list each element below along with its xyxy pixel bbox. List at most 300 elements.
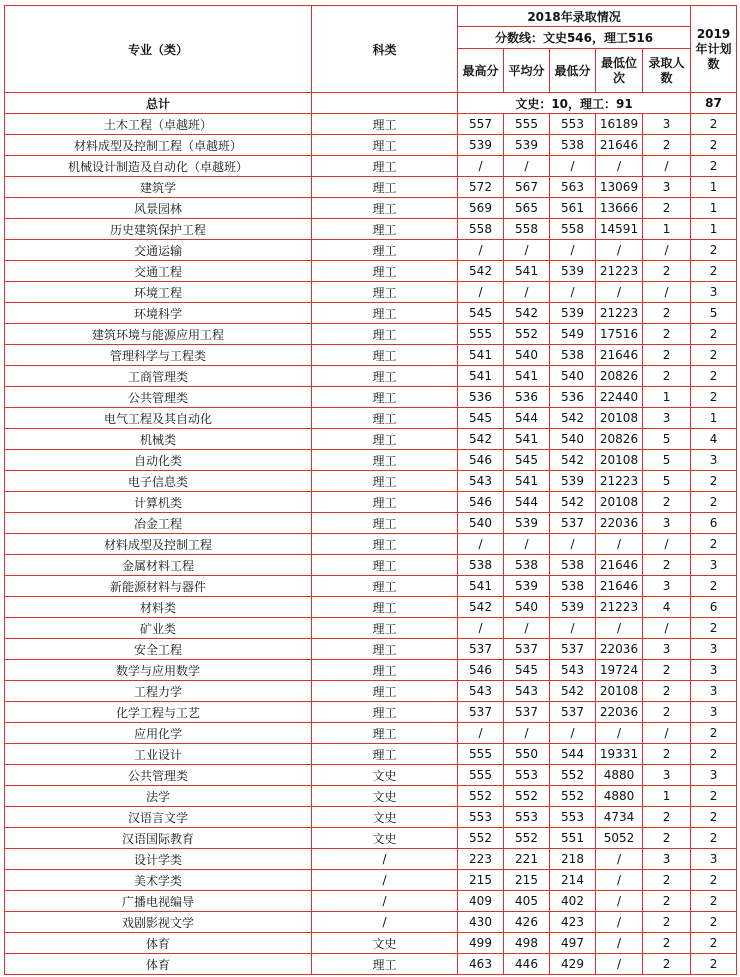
cell-min-rank: 13069 — [596, 177, 643, 198]
cell-2019-plan: 3 — [691, 702, 737, 723]
cell-min-rank: 20826 — [596, 366, 643, 387]
cell-2019-plan: 3 — [691, 765, 737, 786]
cell-category: 理工 — [312, 303, 458, 324]
cell-major: 土木工程（卓越班） — [5, 114, 312, 135]
cell-2019-plan: 2 — [691, 387, 737, 408]
cell-min-score: / — [550, 534, 596, 555]
cell-major: 管理科学与工程类 — [5, 345, 312, 366]
header-avg-score: 平均分 — [504, 49, 550, 93]
cell-avg-score: 426 — [504, 912, 550, 933]
cell-category: 理工 — [312, 744, 458, 765]
cell-min-rank: / — [596, 870, 643, 891]
cell-max-score: 542 — [458, 429, 504, 450]
cell-major: 机械设计制造及自动化（卓越班） — [5, 156, 312, 177]
cell-min-score: 553 — [550, 114, 596, 135]
cell-category: 理工 — [312, 954, 458, 975]
table-row — [5, 387, 737, 408]
cell-2019-plan: 2 — [691, 366, 737, 387]
cell-2019-plan: 3 — [691, 639, 737, 660]
cell-admitted-count: 3 — [643, 513, 691, 534]
cell-max-score: 541 — [458, 576, 504, 597]
cell-major: 建筑学 — [5, 177, 312, 198]
table-row — [5, 933, 737, 954]
admission-table — [4, 5, 737, 975]
cell-major: 化学工程与工艺 — [5, 702, 312, 723]
cell-max-score: 536 — [458, 387, 504, 408]
cell-major: 安全工程 — [5, 639, 312, 660]
cell-max-score: 463 — [458, 954, 504, 975]
cell-min-score: 214 — [550, 870, 596, 891]
cell-min-rank: 21223 — [596, 261, 643, 282]
cell-avg-score: 536 — [504, 387, 550, 408]
cell-admitted-count: 2 — [643, 681, 691, 702]
cell-category: 理工 — [312, 366, 458, 387]
table-row — [5, 303, 737, 324]
cell-avg-score: 558 — [504, 219, 550, 240]
cell-min-score: 544 — [550, 744, 596, 765]
cell-2019-plan: 1 — [691, 198, 737, 219]
cell-max-score: 569 — [458, 198, 504, 219]
cell-min-score: 497 — [550, 933, 596, 954]
cell-admitted-count: 2 — [643, 555, 691, 576]
cell-2019-plan: 2 — [691, 744, 737, 765]
cell-max-score: 543 — [458, 471, 504, 492]
cell-avg-score: / — [504, 282, 550, 303]
cell-min-rank: 22036 — [596, 702, 643, 723]
cell-admitted-count: 2 — [643, 492, 691, 513]
cell-max-score: 543 — [458, 681, 504, 702]
cell-category: 理工 — [312, 345, 458, 366]
cell-min-score: 538 — [550, 135, 596, 156]
cell-admitted-count: 2 — [643, 366, 691, 387]
cell-2019-plan: 5 — [691, 303, 737, 324]
cell-major: 交通工程 — [5, 261, 312, 282]
cell-min-rank: 20108 — [596, 408, 643, 429]
cell-avg-score: 565 — [504, 198, 550, 219]
cell-major: 历史建筑保护工程 — [5, 219, 312, 240]
cell-category: 理工 — [312, 408, 458, 429]
cell-category: 理工 — [312, 156, 458, 177]
cell-admitted-count: 3 — [643, 114, 691, 135]
cell-min-rank: 13666 — [596, 198, 643, 219]
cell-2019-plan: 1 — [691, 177, 737, 198]
cell-avg-score: 541 — [504, 366, 550, 387]
cell-min-rank: 20108 — [596, 450, 643, 471]
cell-admitted-count: 2 — [643, 261, 691, 282]
cell-min-score: 536 — [550, 387, 596, 408]
cell-major: 交通运输 — [5, 240, 312, 261]
cell-2019-plan: 6 — [691, 597, 737, 618]
cell-max-score: 430 — [458, 912, 504, 933]
table-row — [5, 870, 737, 891]
table-row — [5, 849, 737, 870]
table-row — [5, 114, 737, 135]
cell-max-score: 546 — [458, 450, 504, 471]
table-row — [5, 765, 737, 786]
cell-category: 理工 — [312, 723, 458, 744]
cell-major: 建筑环境与能源应用工程 — [5, 324, 312, 345]
cell-avg-score: 446 — [504, 954, 550, 975]
cell-max-score: / — [458, 534, 504, 555]
cell-avg-score: 498 — [504, 933, 550, 954]
cell-2019-plan: 3 — [691, 555, 737, 576]
header-2018-admission: 2018年录取情况 — [458, 6, 691, 27]
cell-admitted-count: 2 — [643, 891, 691, 912]
cell-avg-score: 544 — [504, 492, 550, 513]
cell-max-score: 546 — [458, 660, 504, 681]
cell-min-rank: 4880 — [596, 765, 643, 786]
header-min-rank: 最低位次 — [596, 49, 643, 93]
cell-admitted-count: 2 — [643, 660, 691, 681]
cell-min-score: 538 — [550, 555, 596, 576]
cell-2019-plan: 3 — [691, 849, 737, 870]
table-row — [5, 891, 737, 912]
cell-max-score: 499 — [458, 933, 504, 954]
cell-category: 文史 — [312, 933, 458, 954]
cell-min-rank: 19724 — [596, 660, 643, 681]
table-row — [5, 240, 737, 261]
cell-major: 汉语国际教育 — [5, 828, 312, 849]
cell-admitted-count: 2 — [643, 198, 691, 219]
cell-min-score: 539 — [550, 597, 596, 618]
cell-category: 理工 — [312, 639, 458, 660]
cell-avg-score: / — [504, 156, 550, 177]
cell-category: 文史 — [312, 807, 458, 828]
cell-min-rank: / — [596, 849, 643, 870]
cell-min-score: 423 — [550, 912, 596, 933]
cell-max-score: 537 — [458, 702, 504, 723]
cell-admitted-count: 5 — [643, 450, 691, 471]
cell-major: 汉语言文学 — [5, 807, 312, 828]
cell-category: 理工 — [312, 114, 458, 135]
cell-avg-score: 540 — [504, 597, 550, 618]
cell-max-score: / — [458, 618, 504, 639]
cell-category: 理工 — [312, 534, 458, 555]
cell-min-score: / — [550, 240, 596, 261]
cell-major: 材料类 — [5, 597, 312, 618]
table-row — [5, 429, 737, 450]
cell-avg-score: / — [504, 534, 550, 555]
cell-admitted-count: / — [643, 534, 691, 555]
cell-max-score: 552 — [458, 828, 504, 849]
table-row — [5, 807, 737, 828]
cell-2019-plan: 1 — [691, 408, 737, 429]
cell-major: 美术学类 — [5, 870, 312, 891]
cell-max-score: 541 — [458, 366, 504, 387]
cell-major: 法学 — [5, 786, 312, 807]
cell-avg-score: 541 — [504, 429, 550, 450]
cell-avg-score: 550 — [504, 744, 550, 765]
cell-major: 计算机类 — [5, 492, 312, 513]
cell-admitted-count: 2 — [643, 870, 691, 891]
cell-major: 工商管理类 — [5, 366, 312, 387]
cell-max-score: 409 — [458, 891, 504, 912]
cell-admitted-count: / — [643, 240, 691, 261]
cell-max-score: 555 — [458, 324, 504, 345]
cell-avg-score: 553 — [504, 765, 550, 786]
cell-max-score: 223 — [458, 849, 504, 870]
cell-min-score: 542 — [550, 408, 596, 429]
cell-max-score: 537 — [458, 639, 504, 660]
table-row — [5, 954, 737, 975]
cell-major: 材料成型及控制工程（卓越班） — [5, 135, 312, 156]
cell-min-rank: / — [596, 891, 643, 912]
cell-major: 矿业类 — [5, 618, 312, 639]
cell-admitted-count: 2 — [643, 828, 691, 849]
cell-2019-plan: 1 — [691, 219, 737, 240]
cell-2019-plan: 2 — [691, 240, 737, 261]
cell-min-rank: 5052 — [596, 828, 643, 849]
cell-2019-plan: 2 — [691, 954, 737, 975]
cell-admitted-count: 3 — [643, 639, 691, 660]
cell-category: / — [312, 912, 458, 933]
cell-min-rank: / — [596, 534, 643, 555]
cell-2019-plan: 2 — [691, 345, 737, 366]
cell-major: 电子信息类 — [5, 471, 312, 492]
cell-min-score: 549 — [550, 324, 596, 345]
cell-category: 理工 — [312, 681, 458, 702]
cell-category: 理工 — [312, 660, 458, 681]
table-row — [5, 471, 737, 492]
cell-avg-score: 539 — [504, 513, 550, 534]
cell-max-score: 540 — [458, 513, 504, 534]
cell-category: 理工 — [312, 324, 458, 345]
cell-major: 公共管理类 — [5, 387, 312, 408]
cell-major: 工业设计 — [5, 744, 312, 765]
cell-admitted-count: / — [643, 156, 691, 177]
cell-2019-plan: 2 — [691, 114, 737, 135]
cell-admitted-count: 2 — [643, 933, 691, 954]
table-body — [5, 93, 737, 975]
cell-category: 理工 — [312, 177, 458, 198]
cell-avg-score: 541 — [504, 471, 550, 492]
cell-category: 理工 — [312, 450, 458, 471]
cell-category: 理工 — [312, 429, 458, 450]
cell-min-rank: / — [596, 723, 643, 744]
cell-min-score: 537 — [550, 513, 596, 534]
cell-max-score: 555 — [458, 765, 504, 786]
cell-min-rank: 22036 — [596, 513, 643, 534]
table-row — [5, 534, 737, 555]
table-row — [5, 681, 737, 702]
cell-category: 理工 — [312, 702, 458, 723]
cell-max-score: 542 — [458, 261, 504, 282]
cell-min-score: 537 — [550, 702, 596, 723]
cell-category: 理工 — [312, 261, 458, 282]
cell-category: 理工 — [312, 135, 458, 156]
cell-min-score: 537 — [550, 639, 596, 660]
table-row — [5, 156, 737, 177]
cell-2019-plan: 4 — [691, 429, 737, 450]
cell-avg-score: 541 — [504, 261, 550, 282]
cell-admitted-count: 2 — [643, 807, 691, 828]
cell-admitted-count: / — [643, 618, 691, 639]
cell-major: 机械类 — [5, 429, 312, 450]
cell-min-rank: 16189 — [596, 114, 643, 135]
cell-admitted-count: 2 — [643, 303, 691, 324]
cell-min-rank: / — [596, 618, 643, 639]
cell-2019-plan: 2 — [691, 786, 737, 807]
cell-avg-score: / — [504, 618, 550, 639]
cell-max-score: 545 — [458, 303, 504, 324]
cell-category: 理工 — [312, 618, 458, 639]
cell-max-score: 555 — [458, 744, 504, 765]
cell-admitted-count: 3 — [643, 849, 691, 870]
cell-admitted-count: 3 — [643, 408, 691, 429]
cell-min-score: 538 — [550, 576, 596, 597]
cell-max-score: 541 — [458, 345, 504, 366]
header-2019-plan: 2019年计划数 — [691, 6, 737, 93]
cell-min-rank: / — [596, 912, 643, 933]
cell-min-rank: 20826 — [596, 429, 643, 450]
cell-min-score: 552 — [550, 786, 596, 807]
table-row — [5, 786, 737, 807]
cell-avg-score: 552 — [504, 786, 550, 807]
cell-min-rank: / — [596, 933, 643, 954]
cell-admitted-count: 2 — [643, 912, 691, 933]
cell-max-score: / — [458, 156, 504, 177]
cell-min-score: 540 — [550, 366, 596, 387]
cell-min-rank: / — [596, 240, 643, 261]
table-row — [5, 492, 737, 513]
cell-max-score: 215 — [458, 870, 504, 891]
cell-avg-score: 539 — [504, 576, 550, 597]
cell-category: 理工 — [312, 492, 458, 513]
cell-avg-score: 405 — [504, 891, 550, 912]
total-category-empty — [312, 93, 458, 114]
cell-min-score: 539 — [550, 261, 596, 282]
total-plan: 87 — [691, 93, 737, 114]
cell-admitted-count: 1 — [643, 219, 691, 240]
cell-min-rank: 22440 — [596, 387, 643, 408]
cell-admitted-count: 2 — [643, 954, 691, 975]
cell-min-score: / — [550, 282, 596, 303]
cell-min-score: 218 — [550, 849, 596, 870]
cell-category: 理工 — [312, 513, 458, 534]
cell-max-score: 545 — [458, 408, 504, 429]
cell-max-score: 558 — [458, 219, 504, 240]
cell-admitted-count: 3 — [643, 576, 691, 597]
cell-major: 自动化类 — [5, 450, 312, 471]
cell-min-score: 551 — [550, 828, 596, 849]
cell-2019-plan: 2 — [691, 933, 737, 954]
cell-2019-plan: 2 — [691, 891, 737, 912]
cell-category: 理工 — [312, 198, 458, 219]
header-cutoff: 分数线：文史546，理工516 — [458, 27, 691, 49]
cell-category: 理工 — [312, 387, 458, 408]
cell-major: 体育 — [5, 933, 312, 954]
table-row — [5, 261, 737, 282]
cell-min-rank: 21223 — [596, 303, 643, 324]
cell-avg-score: 539 — [504, 135, 550, 156]
cell-max-score: 546 — [458, 492, 504, 513]
cell-category: 理工 — [312, 219, 458, 240]
cell-min-rank: 21646 — [596, 555, 643, 576]
cell-2019-plan: 2 — [691, 912, 737, 933]
cell-min-score: 540 — [550, 429, 596, 450]
cell-major: 材料成型及控制工程 — [5, 534, 312, 555]
cell-2019-plan: 2 — [691, 576, 737, 597]
cell-admitted-count: 2 — [643, 135, 691, 156]
cell-min-rank: / — [596, 282, 643, 303]
cell-major: 金属材料工程 — [5, 555, 312, 576]
table-row — [5, 618, 737, 639]
cell-major: 体育 — [5, 954, 312, 975]
cell-admitted-count: 4 — [643, 597, 691, 618]
cell-max-score: / — [458, 240, 504, 261]
cell-category: 文史 — [312, 786, 458, 807]
cell-2019-plan: 2 — [691, 156, 737, 177]
cell-2019-plan: 3 — [691, 681, 737, 702]
cell-min-rank: 21223 — [596, 471, 643, 492]
cell-min-score: 402 — [550, 891, 596, 912]
cell-min-score: 552 — [550, 765, 596, 786]
table-row — [5, 450, 737, 471]
cell-category: 理工 — [312, 471, 458, 492]
cell-min-score: 561 — [550, 198, 596, 219]
cell-max-score: 538 — [458, 555, 504, 576]
cell-admitted-count: 5 — [643, 471, 691, 492]
cell-major: 环境工程 — [5, 282, 312, 303]
cell-2019-plan: 2 — [691, 471, 737, 492]
cell-min-score: 558 — [550, 219, 596, 240]
cell-max-score: 542 — [458, 597, 504, 618]
cell-avg-score: 537 — [504, 702, 550, 723]
cell-min-score: 542 — [550, 681, 596, 702]
cell-category: 文史 — [312, 828, 458, 849]
cell-2019-plan: 2 — [691, 135, 737, 156]
cell-2019-plan: 2 — [691, 492, 737, 513]
cell-max-score: 557 — [458, 114, 504, 135]
table-row — [5, 366, 737, 387]
cell-min-score: 539 — [550, 303, 596, 324]
table-row — [5, 198, 737, 219]
cell-min-score: 563 — [550, 177, 596, 198]
cell-max-score: / — [458, 282, 504, 303]
cell-admitted-count: 2 — [643, 345, 691, 366]
cell-avg-score: 542 — [504, 303, 550, 324]
cell-2019-plan: 2 — [691, 828, 737, 849]
cell-major: 设计学类 — [5, 849, 312, 870]
cell-admitted-count: 3 — [643, 765, 691, 786]
cell-avg-score: 555 — [504, 114, 550, 135]
cell-2019-plan: 2 — [691, 807, 737, 828]
cell-category: / — [312, 849, 458, 870]
cell-major: 戏剧影视文学 — [5, 912, 312, 933]
cell-avg-score: 567 — [504, 177, 550, 198]
cell-category: 理工 — [312, 282, 458, 303]
cell-max-score: 552 — [458, 786, 504, 807]
table-row — [5, 135, 737, 156]
cell-avg-score: 215 — [504, 870, 550, 891]
cell-admitted-count: 2 — [643, 702, 691, 723]
cell-min-rank: 21646 — [596, 135, 643, 156]
table-row — [5, 912, 737, 933]
cell-avg-score: 545 — [504, 450, 550, 471]
cell-min-rank: 20108 — [596, 681, 643, 702]
cell-category: / — [312, 891, 458, 912]
cell-min-score: 539 — [550, 471, 596, 492]
cell-avg-score: 537 — [504, 639, 550, 660]
cell-2019-plan: 2 — [691, 324, 737, 345]
cell-admitted-count: / — [643, 282, 691, 303]
cell-major: 应用化学 — [5, 723, 312, 744]
table-row — [5, 513, 737, 534]
header-major: 专业（类） — [5, 6, 312, 93]
total-row — [5, 93, 737, 114]
cell-category: 理工 — [312, 555, 458, 576]
cell-min-rank: 19331 — [596, 744, 643, 765]
